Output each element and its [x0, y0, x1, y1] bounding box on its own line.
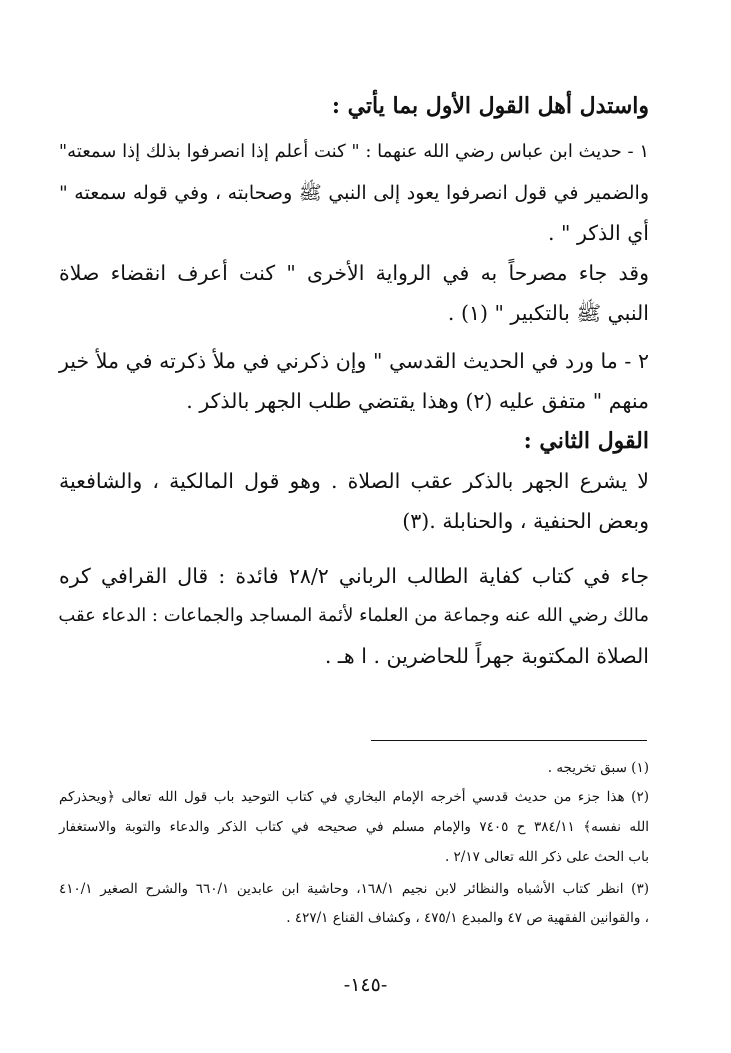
- footnote-1: (١) سبق تخريجه .: [547, 760, 649, 776]
- body-line: ١ - حديث ابن عباس رضي الله عنهما : " كنت أعلم إذا انصرفوا بذلك إذا سمعته": [58, 141, 649, 162]
- body-line: جاء في كتاب كفاية الطالب الرباني ٢٨/٢ فائدة : قال القرافي كره: [59, 564, 650, 588]
- page-number: -١٤٥-: [343, 974, 388, 996]
- body-line: ٢ - ما ورد في الحديث القدسي " وإن ذكرني في ملأ ذكرته في ملأ خير: [59, 349, 649, 373]
- section-heading-first-opinion-evidence: واستدل أهل القول الأول بما يأتي :: [331, 93, 649, 119]
- footnote-3-line: ، والقوانين الفقهية ص ٤٧ والمبدع ٤٧٥/١ ، وكشاف القناع ٤٢٧/١ .: [286, 910, 649, 926]
- footnote-separator: [371, 740, 647, 741]
- footnote-2-line: باب الحث على ذكر الله تعالى ٢/١٧ .: [444, 849, 649, 865]
- body-line: مالك رضي الله عنه وجماعة من العلماء لأئمة المساجد والجماعات : الدعاء عقب: [58, 605, 649, 626]
- footnote-2-line: الله نفسه﴾ ٣٨٤/١١ ح ٧٤٠٥ والإمام مسلم في صحيحه في كتاب الذكر والدعاء والتوبة والاستغفار: [59, 819, 649, 835]
- body-line: منهم " متفق عليه (٢) وهذا يقتضي طلب الجهر بالذكر .: [186, 389, 649, 413]
- body-line: وبعض الحنفية ، والحنابلة .(٣): [402, 509, 649, 533]
- section-heading-second-opinion: القول الثاني :: [523, 428, 649, 454]
- body-line: لا يشرع الجهر بالذكر عقب الصلاة . وهو قول المالكية ، والشافعية: [59, 469, 649, 493]
- body-line: أي الذكر " .: [547, 221, 649, 245]
- body-line: الصلاة المكتوبة جهراً للحاضرين . ا هـ .: [324, 644, 649, 668]
- body-line: وقد جاء مصرحاً به في الرواية الأخرى " كنت أعرف انقضاء صلاة: [59, 261, 649, 285]
- body-line: النبي ﷺ بالتكبير " (١) .: [447, 301, 649, 325]
- footnote-3-line: (٣) انظر كتاب الأشباه والنظائر لابن نجيم ١٦٨/١، وحاشية ابن عابدين ٦٦٠/١ والشرح الصغير ٤١٠/١: [59, 881, 649, 897]
- body-line: والضمير في قول انصرفوا يعود إلى النبي ﷺ وصحابته ، وفي قوله سمعته ": [59, 182, 649, 204]
- footnote-2-line: (٢) هذا جزء من حديث قدسي أخرجه الإمام البخاري في كتاب التوحيد باب قول الله تعالى ﴿ويحذركم: [59, 789, 649, 805]
